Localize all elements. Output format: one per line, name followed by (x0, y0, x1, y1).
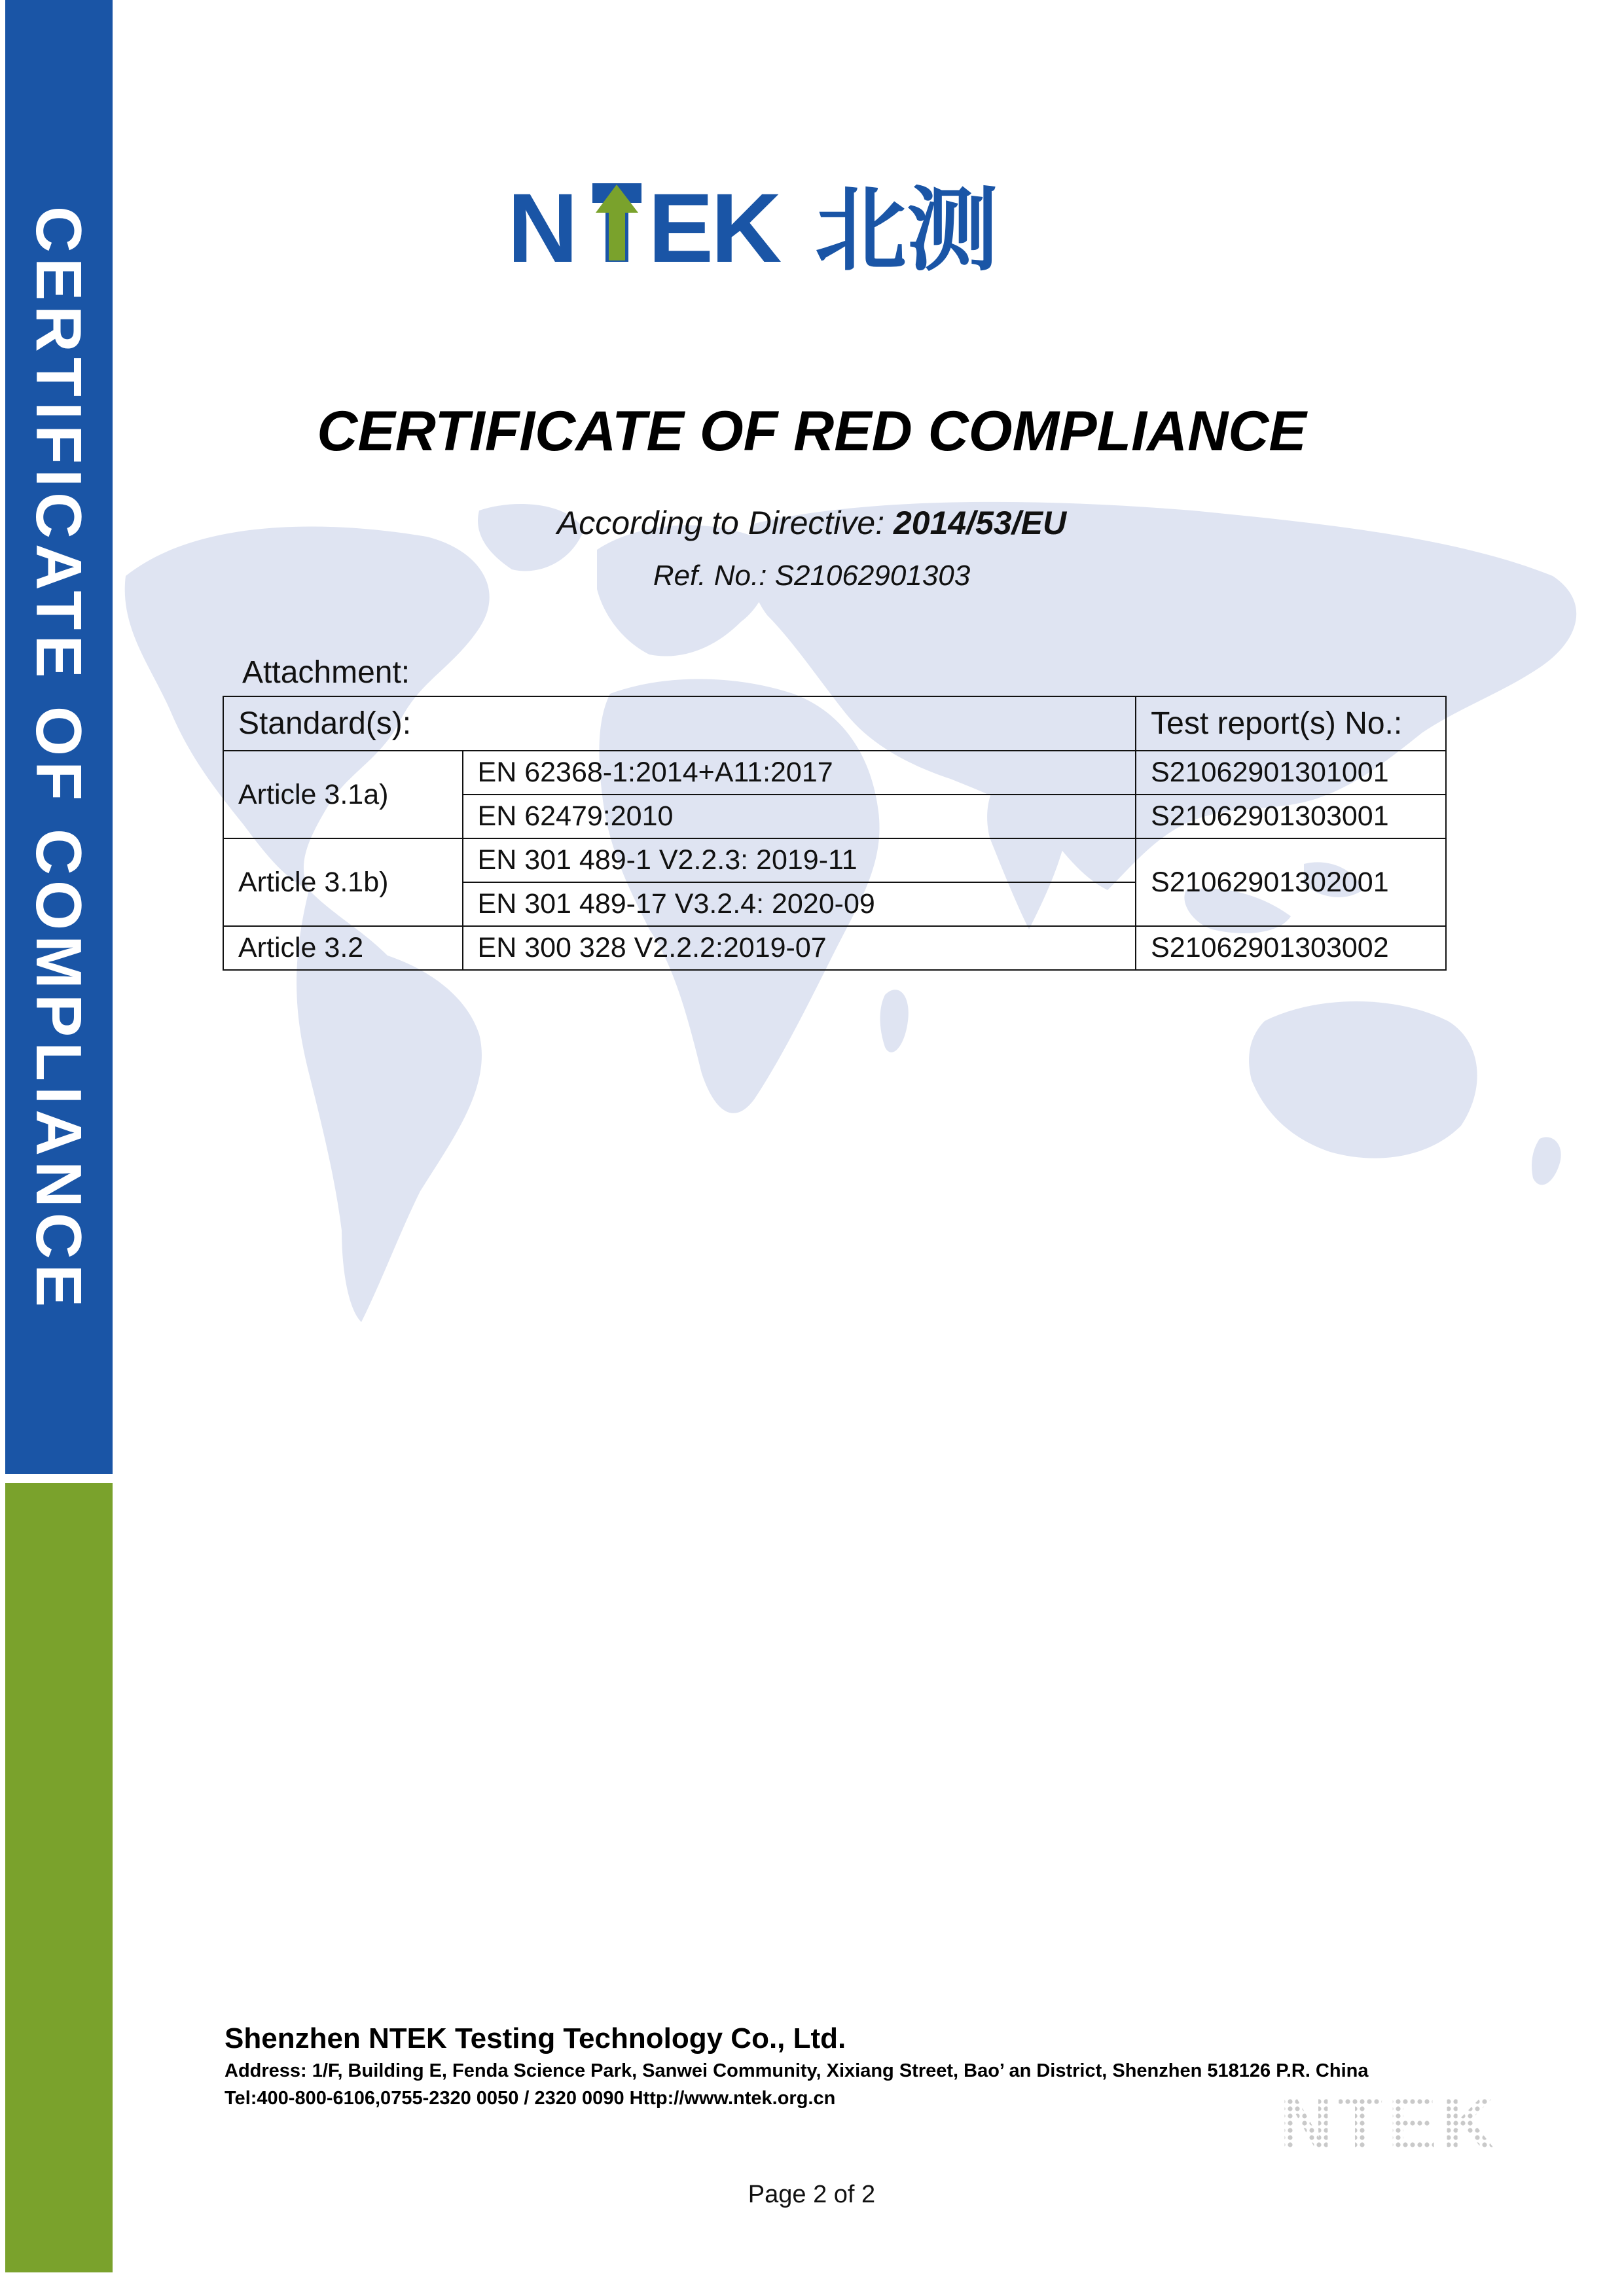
table-row (223, 838, 1446, 882)
header-reports: Test report(s) No.: (1136, 696, 1446, 751)
logo-ek: EK (648, 177, 780, 281)
company-name: Shenzhen NTEK Testing Technology Co., Ltd. (225, 2022, 846, 2054)
directive-label: According to Directive: (556, 505, 893, 541)
report-cell: S21062901303002 (1136, 926, 1446, 970)
header-standards: Standard(s): (223, 696, 1136, 751)
standard-cell: EN 301 489-17 V3.2.4: 2020-09 (463, 882, 1136, 926)
article-cell: Article 3.1b) (223, 838, 463, 926)
attachment-label: Attachment: (242, 655, 410, 690)
table-header-row (223, 696, 1446, 751)
ntek-logo (507, 177, 1116, 281)
company-address: Address: 1/F, Building E, Fenda Science Park, Sanwei Community, Xixiang Street, Bao’ an District, Shenzhen 518126 P.R. China (225, 2060, 1369, 2081)
logo-n: N (507, 177, 577, 281)
logo-t-arrow-icon (592, 183, 641, 262)
table-row (223, 751, 1446, 795)
report-cell: S21062901303001 (1136, 795, 1446, 838)
watermark-text: NTEK (1280, 2091, 1500, 2153)
standard-cell: EN 62368-1:2014+A11:2017 (463, 751, 1136, 795)
directive-value: 2014/53/EU (893, 505, 1067, 541)
ntek-watermark-logo (1280, 2091, 1528, 2153)
company-contact: Tel:400-800-6106,0755-2320 0050 / 2320 0090 Http://www.ntek.org.cn (225, 2088, 836, 2109)
report-cell: S21062901301001 (1136, 751, 1446, 795)
report-cell: S21062901302001 (1136, 838, 1446, 926)
sidebar-vertical-text: CERTIFICATE OF COMPLIANCE (23, 206, 95, 1312)
certificate-title: CERTIFICATE OF RED COMPLIANCE (317, 400, 1307, 463)
article-cell: Article 3.1a) (223, 751, 463, 838)
sidebar-band-green (5, 1483, 113, 2272)
standard-cell: EN 300 328 V2.2.2:2019-07 (463, 926, 1136, 970)
article-cell: Article 3.2 (223, 926, 463, 970)
standards-table (223, 696, 1447, 971)
page-number: Page 2 of 2 (748, 2181, 876, 2208)
logo-chinese: 北测 (815, 177, 999, 281)
reference-number: Ref. No.: S21062901303 (653, 560, 971, 592)
standard-cell: EN 301 489-1 V2.2.3: 2019-11 (463, 838, 1136, 882)
table-row (223, 926, 1446, 970)
directive-line (118, 504, 1506, 542)
standard-cell: EN 62479:2010 (463, 795, 1136, 838)
